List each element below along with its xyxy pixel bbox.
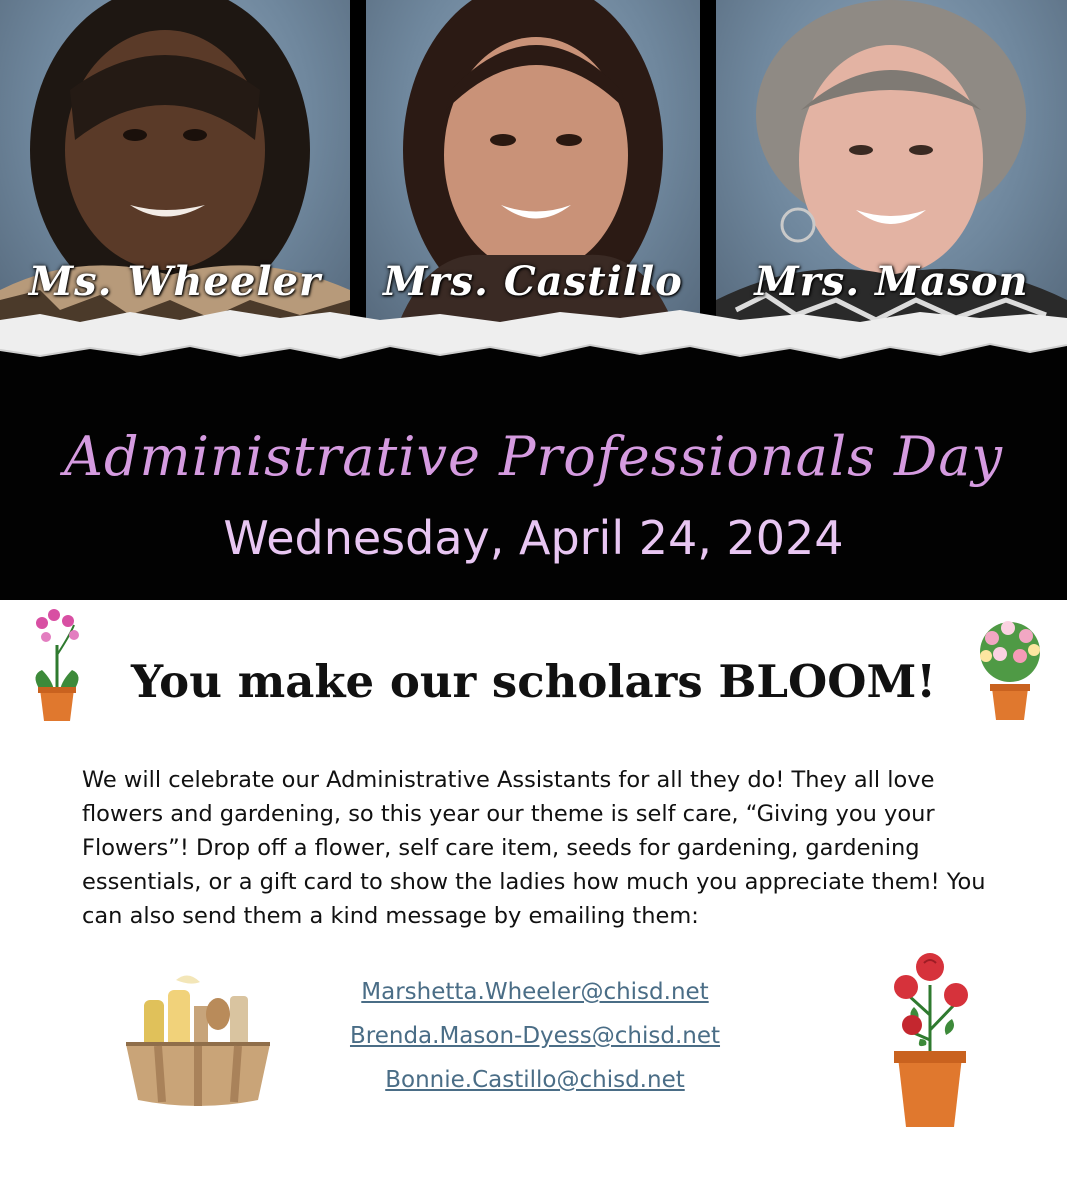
portrait-mason — [716, 0, 1067, 330]
portrait-name-wheeler: Ms. Wheeler — [28, 258, 322, 305]
portrait-wheeler — [0, 0, 350, 330]
portrait-name-castillo: Mrs. Castillo — [383, 258, 683, 305]
portrait-row — [0, 0, 1067, 330]
tagline: You make our scholars BLOOM! — [130, 655, 937, 708]
email-list — [300, 975, 770, 1107]
event-title: Administrative Professionals Day — [63, 425, 1004, 488]
portrait-castillo — [366, 0, 700, 330]
torn-paper-divider — [0, 300, 1067, 380]
event-date: Wednesday, April 24, 2024 — [223, 511, 844, 565]
gift-basket-icon — [118, 970, 278, 1110]
email-link-castillo[interactable]: Bonnie.Castillo@chisd.net — [385, 1067, 685, 1093]
invitation-text: We will celebrate our Administrative Assistants for all they do! They all love flowers and gardening, so this year our theme is self care, “Giving you your Flowers”! Drop off a flower, self care item, seeds for gardening, gardening essentials, or a gift card to show the ladies how much you appreciate them! You can also send them a kind message by emailing them: — [82, 767, 986, 929]
rose-plant-icon — [880, 945, 980, 1135]
email-link-mason[interactable]: Brenda.Mason-Dyess@chisd.net — [349, 1023, 721, 1049]
email-link-wheeler[interactable]: Marshetta.Wheeler@chisd.net — [361, 979, 709, 1005]
portrait-name-mason: Mrs. Mason — [754, 258, 1029, 305]
